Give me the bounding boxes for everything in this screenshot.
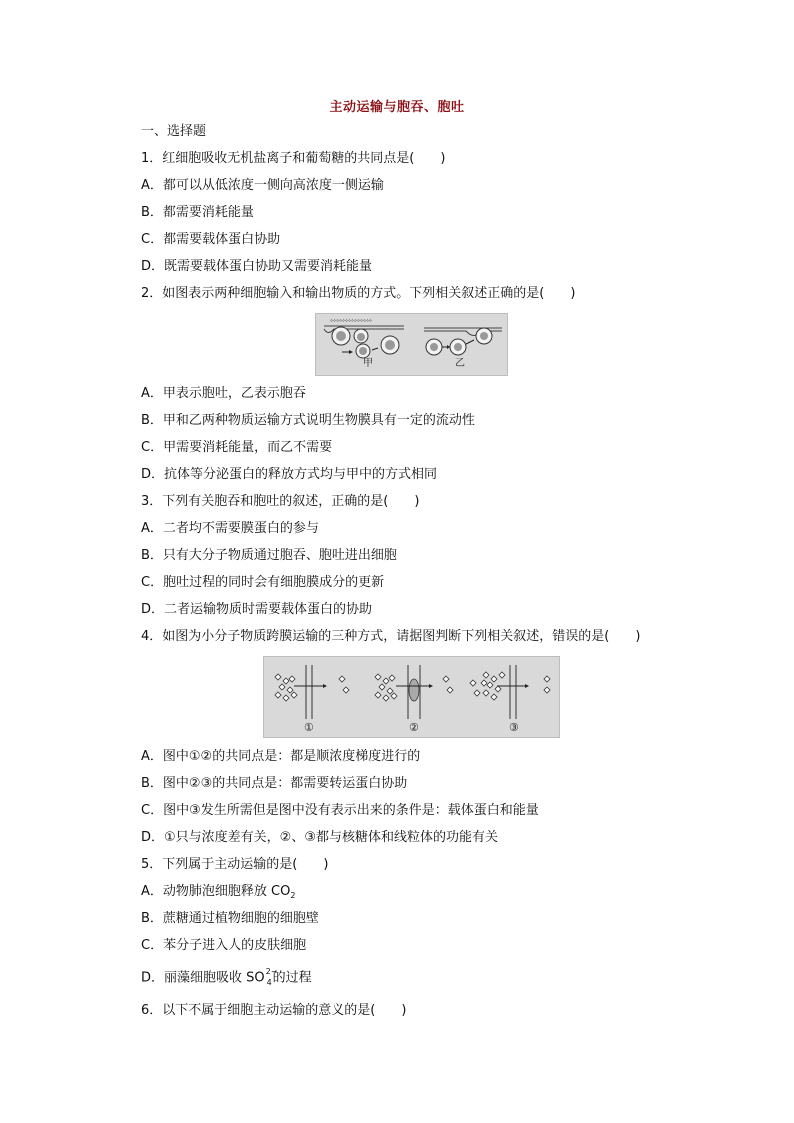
section-heading: 一、选择题: [141, 124, 207, 139]
q5-option-a: [141, 884, 295, 904]
q2-figure: [315, 313, 508, 376]
q1-option-d: D．既需要载体蛋白协助又需要消耗能量: [141, 259, 373, 274]
q2-option-a: A．甲表示胞吐，乙表示胞吞: [141, 386, 306, 401]
q1-option-a: A．都可以从低浓度一侧向高浓度一侧运输: [141, 178, 384, 193]
q5-stem: 5．下列属于主动运输的是( ): [141, 857, 329, 872]
q2-option-d: D．抗体等分泌蛋白的释放方式均与甲中的方式相同: [141, 467, 438, 482]
q5-option-a-text: A．动物肺泡细胞释放 CO: [141, 884, 291, 899]
q4-stem: 4．如图为小分子物质跨膜运输的三种方式，请据图判断下列相关叙述，错误的是( ): [141, 629, 641, 644]
q5-ion-charge: [265, 967, 278, 987]
q5-option-d: [141, 967, 312, 987]
q4-option-a: A．图中①②的共同点是：都是顺浓度梯度进行的: [141, 749, 421, 764]
q2-stem: 2．如图表示两种细胞输入和输出物质的方式。下列相关叙述正确的是( ): [141, 286, 576, 301]
q4-option-b: B．图中②③的共同点是：都需要转运蛋白协助: [141, 776, 408, 791]
q5-option-b: B．蔗糖通过植物细胞的细胞壁: [141, 911, 319, 926]
page-title: 主动运输与胞吞、胞吐: [329, 100, 465, 115]
q5-ion-superscript: 2−: [265, 967, 278, 976]
q2-option-c: C．甲需要消耗能量，而乙不需要: [141, 440, 333, 455]
q5-option-c: C．苯分子进入人的皮肤细胞: [141, 938, 307, 953]
q5-option-d-suffix: 的过程: [272, 970, 312, 986]
q4-diagram: [264, 657, 559, 737]
q3-option-c: C．胞吐过程的同时会有细胞膜成分的更新: [141, 575, 385, 590]
q5-option-d-text: D．丽藻细胞吸收 SO: [141, 970, 265, 986]
q3-option-d: D．二者运输物质时需要载体蛋白的协助: [141, 602, 373, 617]
q5-option-a-subscript: 2: [290, 891, 296, 900]
q4-option-c: C．图中③发生所需但是图中没有表示出来的条件是：载体蛋白和能量: [141, 803, 539, 818]
q3-stem: 3．下列有关胞吞和胞吐的叙述，正确的是( ): [141, 494, 420, 509]
q2-option-b: B．甲和乙两种物质运输方式说明生物膜具有一定的流动性: [141, 413, 475, 428]
q1-option-b: B．都需要消耗能量: [141, 205, 254, 220]
q4-fig-label-2: ②: [409, 721, 419, 734]
q4-fig-label-3: ③: [509, 721, 519, 734]
q2-diagram: [316, 314, 507, 375]
q1-option-c: C．都需要载体蛋白协助: [141, 232, 281, 247]
q3-option-a: A．二者均不需要膜蛋白的参与: [141, 521, 319, 536]
q5-ion-subscript: 4: [266, 978, 272, 987]
q6-stem: 6．以下不属于细胞主动运输的意义的是( ): [141, 1003, 407, 1018]
q4-figure: [263, 656, 560, 738]
q3-option-b: B．只有大分子物质通过胞吞、胞吐进出细胞: [141, 548, 397, 563]
q4-fig-label-1: ①: [304, 721, 314, 734]
svg-text:°°°°°°°°°°°°°°: °°°°°°°°°°°°°°: [330, 319, 372, 326]
q2-fig-label-jia: 甲: [363, 358, 373, 369]
q1-stem: 1．红细胞吸收无机盐离子和葡萄糖的共同点是( ): [141, 151, 446, 166]
q2-fig-label-yi: 乙: [455, 358, 465, 369]
q4-option-d: D．①只与浓度差有关，②、③都与核糖体和线粒体的功能有关: [141, 830, 498, 845]
